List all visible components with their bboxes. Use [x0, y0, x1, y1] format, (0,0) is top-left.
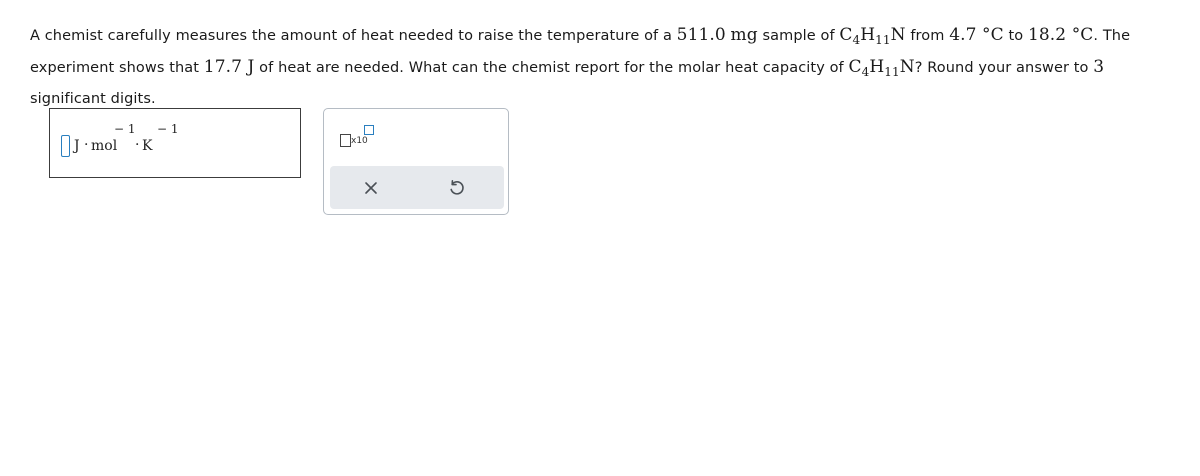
unit-mol: mol	[91, 138, 118, 154]
formula-h: H	[860, 25, 876, 45]
question-text-part: . The experiment shows that	[30, 28, 1131, 76]
formula-h-sub: 11	[875, 33, 891, 47]
formula-n: N	[899, 57, 915, 77]
unit-dot: ·	[84, 137, 89, 153]
formula-h: H	[869, 57, 885, 77]
undo-icon	[448, 179, 466, 197]
formula-c: C	[848, 57, 862, 77]
start-temperature: 4.7 °C	[949, 25, 1004, 45]
coefficient-box-icon	[340, 134, 351, 147]
question-text-part: from	[905, 28, 950, 44]
formula-c-sub: 4	[852, 33, 861, 47]
question-text-part: of heat are needed. What can the chemist report for the molar heat capacity of	[254, 60, 849, 76]
compound-formula	[848, 57, 914, 77]
mass-unit: mg	[730, 25, 758, 45]
end-temperature: 18.2 °C	[1027, 25, 1094, 45]
question-text	[30, 20, 1180, 115]
question-text-part: sample of	[757, 28, 840, 44]
formula-n: N	[890, 25, 906, 45]
question-text-part: significant digits.	[30, 91, 156, 107]
question-text-part: to	[1003, 28, 1028, 44]
close-icon	[364, 181, 378, 195]
formula-h-sub: 11	[884, 65, 900, 79]
unit-kelvin-exponent: − 1	[157, 122, 179, 136]
unit-dot: ·	[135, 137, 140, 153]
unit-kelvin: K	[142, 138, 153, 154]
undo-button[interactable]	[445, 176, 469, 200]
formula-c-sub: 4	[861, 65, 870, 79]
scientific-notation-button[interactable]	[340, 125, 374, 149]
exponent-box-icon	[364, 125, 374, 135]
compound-formula	[839, 25, 905, 45]
sig-figs-value: 3	[1093, 57, 1105, 77]
clear-button[interactable]	[359, 176, 383, 200]
action-bar	[330, 166, 504, 209]
heat-value: 17.7 J	[203, 57, 255, 77]
answer-box[interactable]	[49, 108, 301, 178]
answer-input[interactable]	[61, 135, 70, 157]
question-text-part: ? Round your answer to	[914, 60, 1094, 76]
x10-label: x10	[351, 136, 368, 146]
question-text-part: A chemist carefully measures the amount of heat needed to raise the temperature of a	[30, 28, 677, 44]
unit-mol-exponent: − 1	[114, 122, 136, 136]
formula-c: C	[839, 25, 853, 45]
mass-value: 511.0	[676, 25, 726, 45]
unit-joule: J	[74, 138, 80, 154]
tools-panel	[323, 108, 509, 215]
